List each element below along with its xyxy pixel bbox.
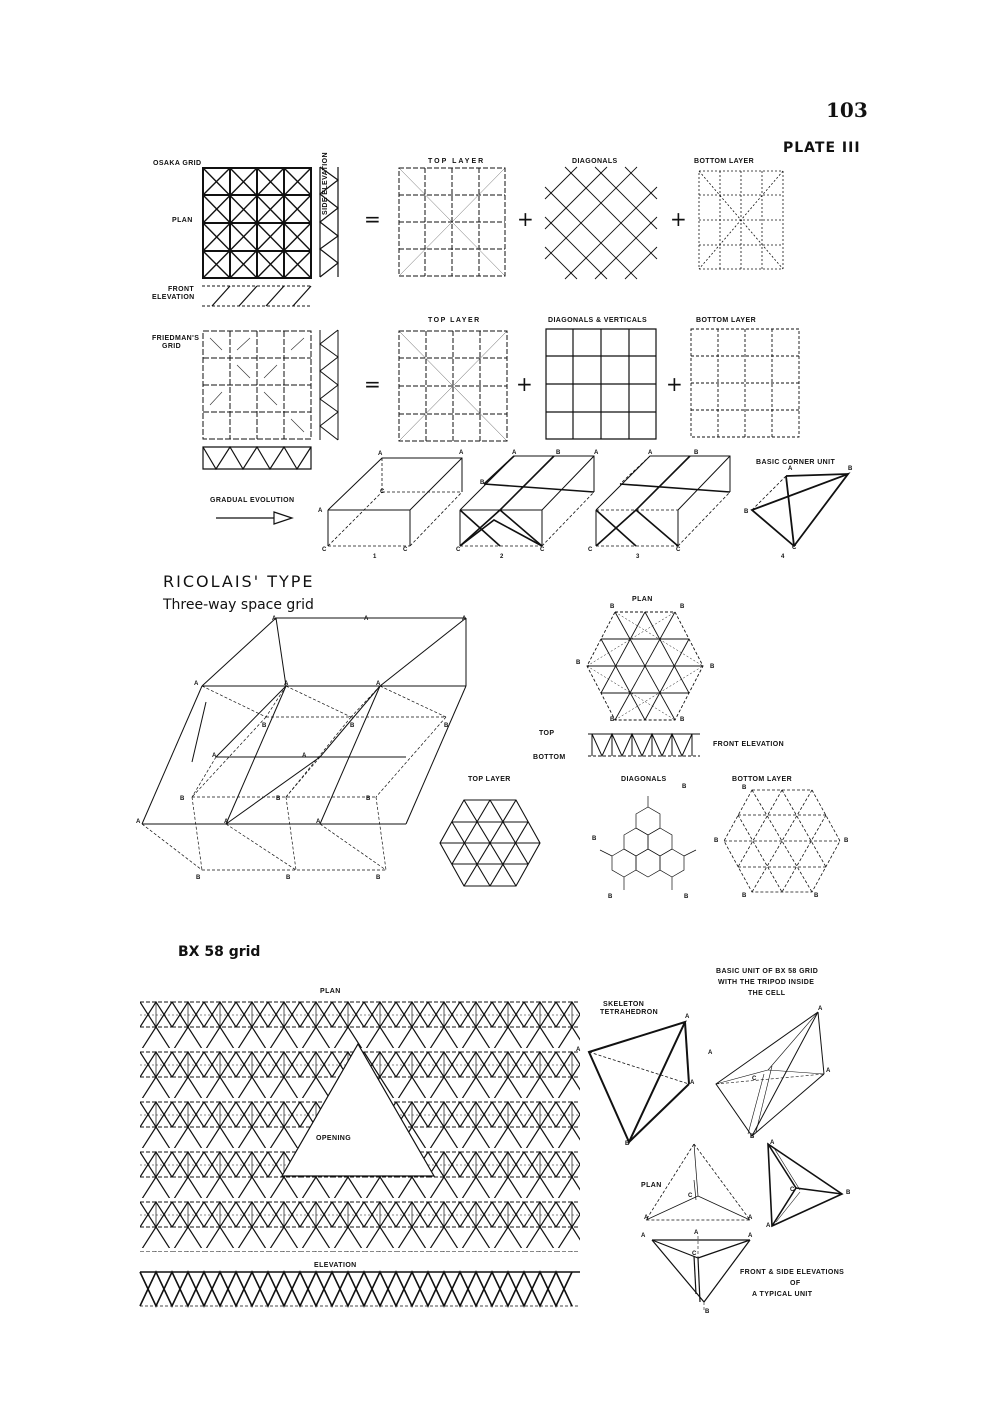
point-label: B <box>608 894 613 900</box>
point-label: A <box>708 1050 713 1056</box>
point-label: C <box>792 545 797 551</box>
point-label: B <box>744 509 749 515</box>
point-label: A <box>284 681 289 687</box>
bx58-title: BX 58 grid <box>178 944 261 960</box>
point-label: A <box>788 466 793 472</box>
point-label: B <box>710 664 715 670</box>
basic-unit-perspective-drawing <box>760 1142 850 1232</box>
evolution-stage-3-drawing <box>590 448 740 560</box>
friedman-plan-drawing <box>202 330 312 440</box>
point-label: A <box>376 681 381 687</box>
point-label: A <box>364 616 369 622</box>
bx58-elevation-drawing <box>140 1262 580 1314</box>
friedman-top-layer-label: TOP LAYER <box>428 317 481 324</box>
basic-unit-label-2: WITH THE TRIPOD INSIDE <box>718 979 815 986</box>
ricolais-front-elevation-drawing <box>588 732 700 758</box>
ricolais-top-label: TOP <box>539 730 555 737</box>
point-label: A <box>648 450 653 456</box>
point-label: A <box>770 1140 775 1146</box>
friedman-bottom-layer-drawing <box>690 328 800 438</box>
point-label: B <box>576 660 581 666</box>
osaka-front-elevation-drawing <box>202 283 312 309</box>
elevations-label-2: OF <box>790 1280 801 1287</box>
point-label: C <box>380 489 385 495</box>
point-label: C <box>692 1251 697 1257</box>
point-label: A <box>694 1230 699 1236</box>
point-label: A <box>748 1215 753 1221</box>
point-label: B <box>196 875 201 881</box>
osaka-plus-sign-2: + <box>670 207 687 231</box>
point-label: A <box>212 753 217 759</box>
point-label: B <box>286 875 291 881</box>
point-label: A <box>748 1233 753 1239</box>
osaka-side-elevation-drawing <box>318 167 340 277</box>
point-label: C <box>676 547 681 553</box>
osaka-front-elevation-label-2: ELEVATION <box>152 294 195 301</box>
point-label: C <box>540 547 545 553</box>
point-label: B <box>844 838 849 844</box>
point-label: A <box>826 1068 831 1074</box>
ricolais-bottom-layer-drawing <box>722 788 842 894</box>
unit-plan-label: PLAN <box>641 1182 662 1189</box>
point-label: C <box>322 547 327 553</box>
point-label: C <box>790 1187 795 1193</box>
evolution-stage-4-corner-unit-drawing <box>746 468 856 558</box>
friedman-front-elevation-drawing <box>202 446 312 470</box>
skeleton-tetrahedron-label-2: TETRAHEDRON <box>600 1009 659 1016</box>
bx58-plan-label: PLAN <box>320 988 341 995</box>
point-label: A <box>378 451 383 457</box>
basic-unit-label-1: BASIC UNIT OF BX 58 GRID <box>716 968 819 975</box>
point-label: B <box>556 450 561 456</box>
friedman-equals-sign: = <box>364 372 381 396</box>
point-label: B <box>444 723 449 729</box>
point-label: A <box>194 681 199 687</box>
stage-number-3: 3 <box>636 554 640 560</box>
friedman-diagonals-label: DIAGONALS & VERTICALS <box>548 317 648 324</box>
ricolais-plan-label: PLAN <box>632 596 653 603</box>
stage-number-2: 2 <box>500 554 504 560</box>
ricolais-diagonals-label: DIAGONALS <box>621 776 667 783</box>
osaka-diagonals-label: DIAGONALS <box>572 158 618 165</box>
evolution-stage-2-drawing <box>454 448 604 560</box>
point-label: C <box>752 1076 757 1082</box>
osaka-plan-label: PLAN <box>172 217 193 224</box>
point-label: B <box>610 604 615 610</box>
point-label: A <box>644 1215 649 1221</box>
elevations-label-1: FRONT & SIDE ELEVATIONS <box>740 1269 845 1276</box>
ricolais-title: RICOLAIS' TYPE <box>163 572 315 591</box>
friedman-grid-title-2: GRID <box>162 343 182 350</box>
point-label: B <box>592 836 597 842</box>
point-label: B <box>376 875 381 881</box>
point-label: B <box>625 1141 630 1147</box>
basic-corner-unit-label: BASIC CORNER UNIT <box>756 459 836 466</box>
friedman-side-elevation-drawing <box>318 330 340 440</box>
friedman-top-layer-drawing <box>398 330 508 442</box>
osaka-diagonals-drawing <box>545 167 657 279</box>
point-label: B <box>682 784 687 790</box>
friedman-bottom-layer-label: BOTTOM LAYER <box>696 317 757 324</box>
point-label: B <box>366 796 371 802</box>
point-label: A <box>272 616 277 622</box>
skeleton-tetrahedron-drawing <box>585 1012 695 1148</box>
basic-unit-tripod-drawing <box>712 1004 838 1144</box>
evolution-arrow-icon <box>216 510 292 526</box>
front-side-elevations-drawing <box>648 1232 754 1312</box>
osaka-top-layer-drawing <box>398 167 506 277</box>
plate-title: PLATE III <box>783 140 861 156</box>
elevations-label-3: A TYPICAL UNIT <box>752 1291 813 1298</box>
point-label: A <box>459 450 464 456</box>
ricolais-plan-drawing <box>585 608 705 724</box>
point-label: A <box>224 819 229 825</box>
ricolais-subtitle: Three-way space grid <box>163 597 314 613</box>
bx58-opening-label: OPENING <box>316 1135 352 1142</box>
point-label: A <box>316 819 321 825</box>
skeleton-tetrahedron-label-1: SKELETON <box>603 1001 645 1008</box>
point-label: C <box>403 547 408 553</box>
friedman-diagonals-drawing <box>545 328 657 440</box>
point-label: B <box>814 893 819 899</box>
point-label: A <box>685 1014 690 1020</box>
point-label: B <box>750 1134 755 1140</box>
ricolais-bottom-label: BOTTOM <box>533 754 566 761</box>
point-label: B <box>350 723 355 729</box>
point-label: A <box>818 1006 823 1012</box>
osaka-plan-drawing <box>202 167 312 279</box>
point-label: B <box>714 838 719 844</box>
point-label: A <box>690 1080 695 1086</box>
bx58-elevation-label: ELEVATION <box>314 1262 357 1269</box>
basic-unit-label-3: THE CELL <box>748 990 786 997</box>
point-label: B <box>742 893 747 899</box>
point-label: A <box>512 450 517 456</box>
point-label: A <box>641 1233 646 1239</box>
point-label: B <box>848 466 853 472</box>
point-label: B <box>480 480 485 486</box>
osaka-equals-sign: = <box>364 207 381 231</box>
point-label: B <box>846 1190 851 1196</box>
evolution-stage-1-drawing <box>322 450 472 560</box>
osaka-grid-title: OSAKA GRID <box>153 160 202 167</box>
point-label: A <box>302 753 307 759</box>
osaka-front-elevation-label-1: FRONT <box>168 286 195 293</box>
ricolais-front-elevation-label: FRONT ELEVATION <box>713 741 785 748</box>
gradual-evolution-label: GRADUAL EVOLUTION <box>210 497 295 504</box>
osaka-bottom-layer-drawing <box>698 170 784 270</box>
stage-number-4: 4 <box>781 554 785 560</box>
point-label: B <box>180 796 185 802</box>
point-label: B <box>262 723 267 729</box>
point-label: A <box>766 1223 771 1229</box>
point-label: C <box>588 547 593 553</box>
friedman-grid-title-1: FRIEDMAN'S <box>152 335 200 342</box>
point-label: B <box>610 717 615 723</box>
friedman-plus-sign-2: + <box>666 372 683 396</box>
ricolais-top-layer-drawing <box>438 798 542 888</box>
point-label: B <box>694 450 699 456</box>
ricolais-top-layer-label: TOP LAYER <box>468 776 511 783</box>
osaka-top-layer-label: TOP LAYER <box>428 158 486 165</box>
point-label: B <box>742 785 747 791</box>
point-label: B <box>680 604 685 610</box>
point-label: A <box>594 450 599 456</box>
osaka-bottom-layer-label: BOTTOM LAYER <box>694 158 755 165</box>
bx58-plan-drawing <box>140 998 580 1252</box>
point-label: C <box>688 1193 693 1199</box>
point-label: B <box>276 796 281 802</box>
page-number: 103 <box>826 98 868 122</box>
point-label: B <box>705 1309 710 1315</box>
point-label: A <box>576 1047 581 1053</box>
ricolais-diagonals-drawing <box>596 792 700 896</box>
point-label: C <box>456 547 461 553</box>
point-label: A <box>318 508 323 514</box>
osaka-plus-sign-1: + <box>517 207 534 231</box>
stage-number-1: 1 <box>373 554 377 560</box>
point-label: A <box>136 819 141 825</box>
point-label: B <box>684 894 689 900</box>
friedman-plus-sign-1: + <box>516 372 533 396</box>
osaka-side-elevation-label: SIDE ELEVATION <box>322 152 329 215</box>
ricolais-space-grid-drawing <box>136 612 476 884</box>
ricolais-bottom-layer-label: BOTTOM LAYER <box>732 776 793 783</box>
point-label: A <box>462 616 467 622</box>
point-label: B <box>680 717 685 723</box>
